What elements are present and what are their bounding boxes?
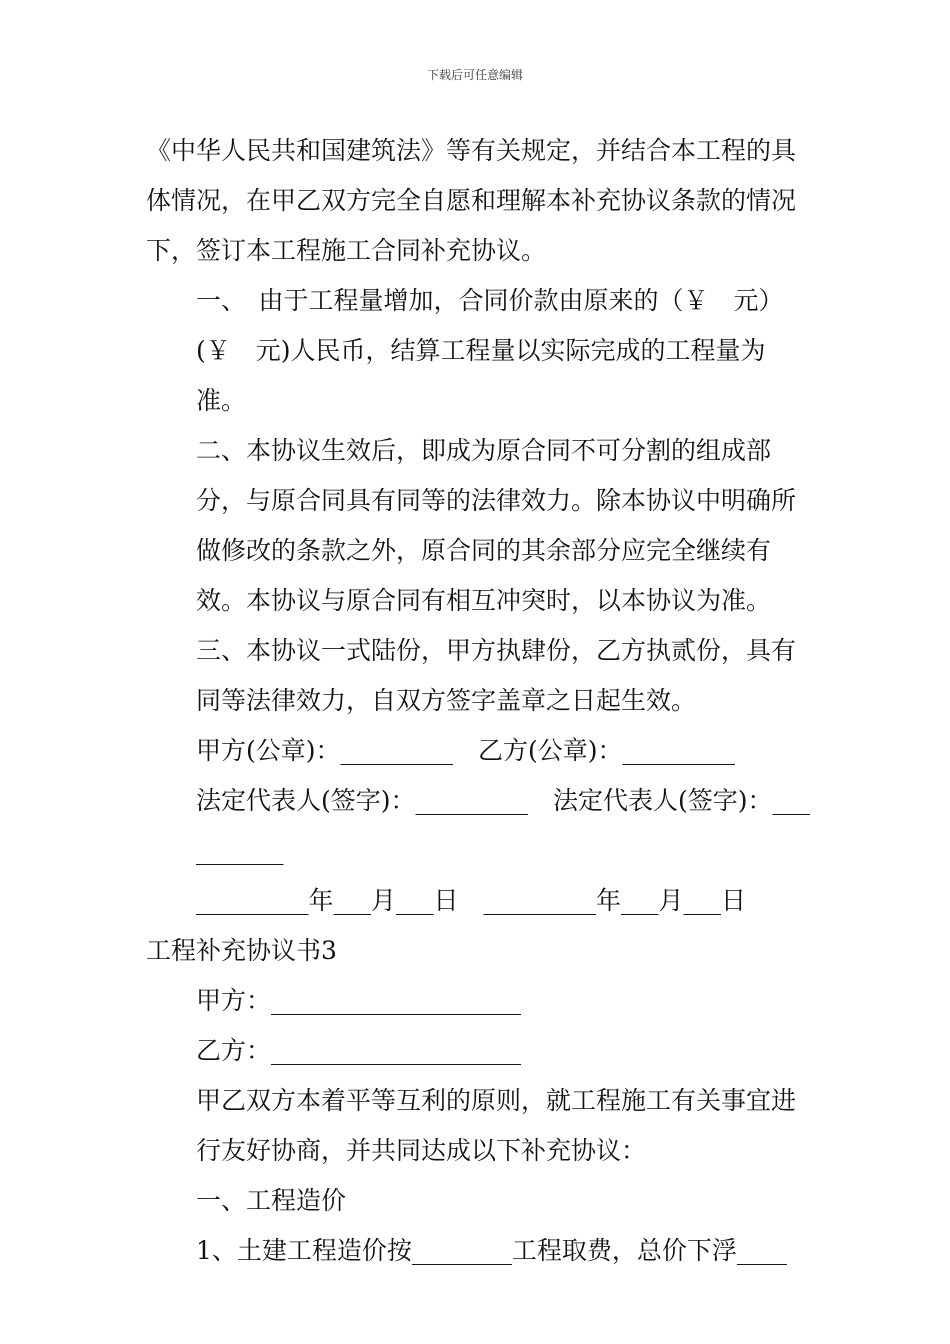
party-b-line: 乙方：____________________: [196, 1036, 522, 1065]
paragraph-cost-item-1: 1、土建工程造价按________工程取费，总价下浮____: [196, 1236, 787, 1265]
signature-date-line: _________年___月___日 _________年___月___日: [196, 886, 747, 915]
signature-seal-line: 甲方(公章)：_________ 乙方(公章)：_________: [196, 736, 736, 765]
paragraph-clause-2: 二、本协议生效后，即成为原合同不可分割的组成部分，与原合同具有同等的法律效力。除本协议中明确所做修改的条款之外，原合同的其余部分应完全继续有效。本协议与原合同有相互冲突时，以本协议为准。: [196, 436, 797, 615]
page-header: 下载后可任意编辑: [426, 68, 523, 82]
signature-representative-line: 法定代表人(签字)：_________ 法定代表人(签字)：__________: [196, 786, 811, 865]
document-body: [146, 126, 810, 1276]
paragraph-intro: 甲乙双方本着平等互利的原则，就工程施工有关事宜进行友好协商，并共同达成以下补充协议：: [196, 1086, 797, 1165]
paragraph-clause-1: 一、 由于工程量增加，合同价款由原来的（￥ 元）(￥ 元)人民币，结算工程量以实际完成的工程量为准。: [196, 286, 784, 415]
heading-project-cost: 一、工程造价: [196, 1186, 347, 1215]
section-title: 工程补充协议书3: [146, 936, 337, 965]
paragraph-clause-3: 三、本协议一式陆份，甲方执肆份，乙方执贰份，具有同等法律效力，自双方签字盖章之日起生效。: [196, 636, 797, 715]
party-a-line: 甲方：____________________: [196, 986, 522, 1015]
paragraph-preamble: 《中华人民共和国建筑法》等有关规定，并结合本工程的具体情况，在甲乙双方完全自愿和理解本补充协议条款的情况下，签订本工程施工合同补充协议。: [146, 136, 797, 265]
